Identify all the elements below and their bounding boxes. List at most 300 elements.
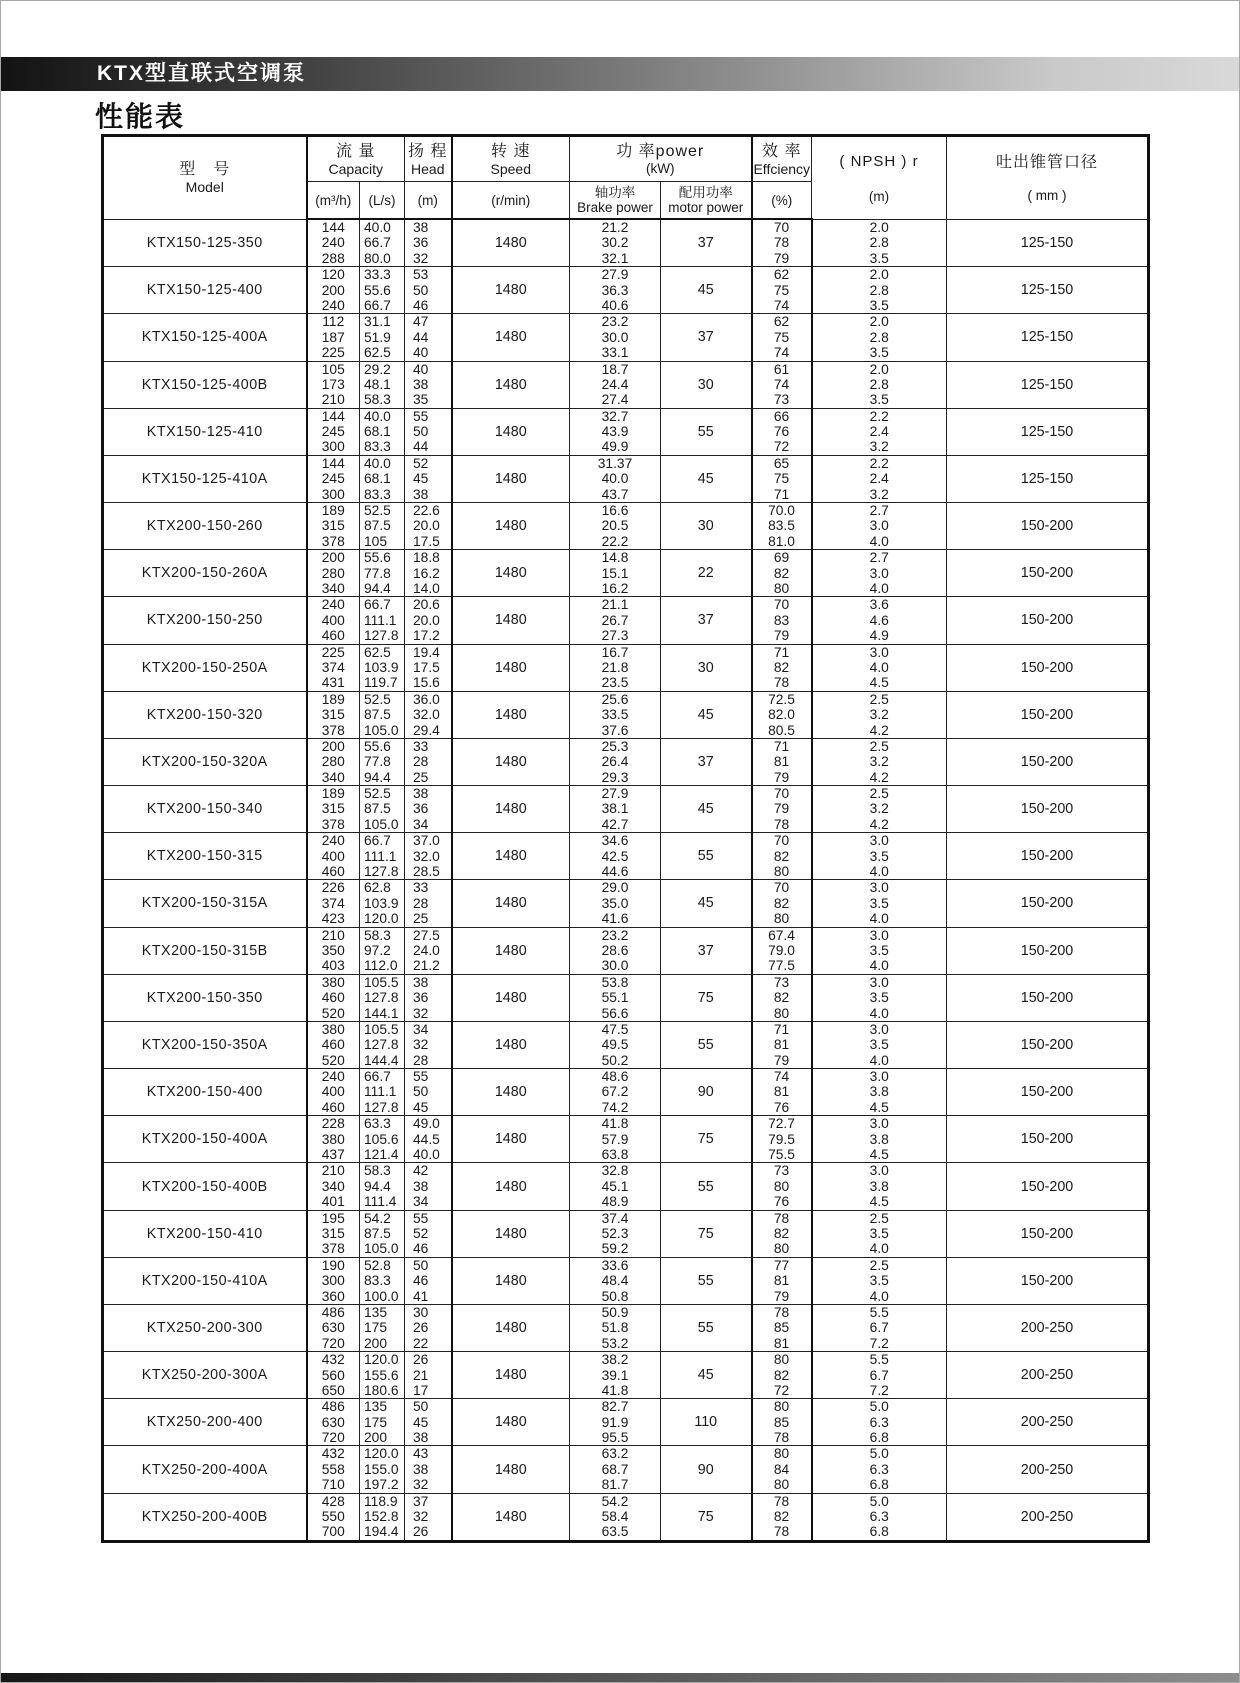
cell-capacity-ls: 62.8 103.9 120.0	[360, 880, 405, 927]
cell-head: 37 32 26	[405, 1493, 452, 1541]
cell-model: KTX200-150-320	[103, 691, 307, 738]
cell-speed: 1480	[452, 927, 570, 974]
cell-brake-power: 34.6 42.5 44.6	[570, 833, 661, 880]
table-row	[103, 503, 1149, 550]
cell-brake-power: 37.4 52.3 59.2	[570, 1210, 661, 1257]
cell-motor-power: 22	[661, 550, 752, 597]
header-efficiency: 效 率 Effciency	[752, 136, 812, 182]
table-row	[103, 1257, 1149, 1304]
cell-model: KTX200-150-410A	[103, 1257, 307, 1304]
cell-capacity-m3h: 144 240 288	[307, 219, 360, 267]
cell-brake-power: 50.9 51.8 53.2	[570, 1304, 661, 1351]
cell-capacity-m3h: 195 315 378	[307, 1210, 360, 1257]
cell-model: KTX250-200-400A	[103, 1446, 307, 1493]
cell-capacity-ls: 120.0 155.0 197.2	[360, 1446, 405, 1493]
cell-capacity-m3h: 380 460 520	[307, 1021, 360, 1068]
cell-brake-power: 16.6 20.5 22.2	[570, 503, 661, 550]
cell-npsh: 2.0 2.8 3.5	[812, 361, 947, 408]
cell-speed: 1480	[452, 1069, 570, 1116]
cell-efficiency: 78 82 80	[752, 1210, 812, 1257]
cell-brake-power: 82.7 91.9 95.5	[570, 1399, 661, 1446]
cell-outlet-diameter: 150-200	[947, 1163, 1149, 1210]
cell-model: KTX200-150-340	[103, 786, 307, 833]
cell-motor-power: 45	[661, 1352, 752, 1399]
cell-model: KTX200-150-410	[103, 1210, 307, 1257]
cell-speed: 1480	[452, 786, 570, 833]
cell-head: 30 26 22	[405, 1304, 452, 1351]
cell-brake-power: 23.2 28.6 30.0	[570, 927, 661, 974]
cell-efficiency: 70 82 80	[752, 833, 812, 880]
cell-speed: 1480	[452, 1352, 570, 1399]
cell-capacity-ls: 52.5 87.5 105.0	[360, 691, 405, 738]
cell-motor-power: 55	[661, 833, 752, 880]
cell-head: 42 38 34	[405, 1163, 452, 1210]
cell-model: KTX150-125-400	[103, 267, 307, 314]
cell-speed: 1480	[452, 455, 570, 502]
cell-head: 33 28 25	[405, 880, 452, 927]
cell-capacity-ls: 54.2 87.5 105.0	[360, 1210, 405, 1257]
cell-brake-power: 41.8 57.9 63.8	[570, 1116, 661, 1163]
cell-outlet-diameter: 150-200	[947, 1116, 1149, 1163]
cell-speed: 1480	[452, 691, 570, 738]
cell-capacity-m3h: 240 400 460	[307, 597, 360, 644]
cell-outlet-diameter: 125-150	[947, 314, 1149, 361]
cell-capacity-ls: 105.5 127.8 144.1	[360, 974, 405, 1021]
table-row	[103, 1446, 1149, 1493]
cell-head: 38 36 32	[405, 219, 452, 267]
cell-head: 55 50 45	[405, 1069, 452, 1116]
cell-motor-power: 90	[661, 1446, 752, 1493]
cell-speed: 1480	[452, 597, 570, 644]
cell-efficiency: 65 75 71	[752, 455, 812, 502]
cell-capacity-ls: 31.1 51.9 62.5	[360, 314, 405, 361]
cell-capacity-ls: 55.6 77.8 94.4	[360, 738, 405, 785]
cell-efficiency: 70 79 78	[752, 786, 812, 833]
table-row	[103, 738, 1149, 785]
cell-capacity-ls: 118.9 152.8 194.4	[360, 1493, 405, 1541]
cell-npsh: 3.0 3.5 4.0	[812, 1021, 947, 1068]
cell-speed: 1480	[452, 219, 570, 267]
cell-capacity-m3h: 189 315 378	[307, 503, 360, 550]
cell-motor-power: 30	[661, 644, 752, 691]
cell-motor-power: 30	[661, 503, 752, 550]
cell-head: 55 50 44	[405, 408, 452, 455]
cell-capacity-m3h: 200 280 340	[307, 550, 360, 597]
cell-brake-power: 63.2 68.7 81.7	[570, 1446, 661, 1493]
cell-efficiency: 80 84 80	[752, 1446, 812, 1493]
cell-npsh: 3.0 3.5 4.0	[812, 927, 947, 974]
header-brake-power: 轴功率 Brake power	[570, 182, 661, 220]
cell-model: KTX150-125-400A	[103, 314, 307, 361]
cell-brake-power: 54.2 58.4 63.5	[570, 1493, 661, 1541]
cell-head: 33 28 25	[405, 738, 452, 785]
cell-model: KTX200-150-315B	[103, 927, 307, 974]
cell-capacity-ls: 55.6 77.8 94.4	[360, 550, 405, 597]
header-head: 扬 程 Head	[405, 136, 452, 182]
header-speed: 转 速 Speed	[452, 136, 570, 182]
cell-motor-power: 45	[661, 455, 752, 502]
cell-npsh: 2.2 2.4 3.2	[812, 455, 947, 502]
cell-capacity-ls: 40.0 68.1 83.3	[360, 455, 405, 502]
cell-npsh: 2.7 3.0 4.0	[812, 503, 947, 550]
cell-speed: 1480	[452, 1210, 570, 1257]
cell-head: 50 46 41	[405, 1257, 452, 1304]
cell-speed: 1480	[452, 408, 570, 455]
performance-table-wrap	[101, 134, 1150, 1543]
cell-capacity-ls: 40.0 68.1 83.3	[360, 408, 405, 455]
cell-outlet-diameter: 150-200	[947, 1210, 1149, 1257]
cell-outlet-diameter: 200-250	[947, 1446, 1149, 1493]
header-unit-head: (m)	[405, 182, 452, 220]
cell-head: 27.5 24.0 21.2	[405, 927, 452, 974]
table-row	[103, 1352, 1149, 1399]
cell-npsh: 5.5 6.7 7.2	[812, 1304, 947, 1351]
cell-speed: 1480	[452, 1399, 570, 1446]
header-outlet: 吐出锥管口径 ( mm )	[947, 136, 1149, 220]
cell-model: KTX250-200-400B	[103, 1493, 307, 1541]
cell-capacity-ls: 52.5 87.5 105.0	[360, 786, 405, 833]
section-banner	[1, 57, 1239, 91]
cell-model: KTX200-150-400A	[103, 1116, 307, 1163]
cell-motor-power: 75	[661, 1493, 752, 1541]
cell-speed: 1480	[452, 1163, 570, 1210]
table-body	[103, 219, 1149, 1541]
cell-outlet-diameter: 150-200	[947, 691, 1149, 738]
cell-brake-power: 21.2 30.2 32.1	[570, 219, 661, 267]
cell-model: KTX200-150-350	[103, 974, 307, 1021]
cell-head: 38 36 34	[405, 786, 452, 833]
cell-npsh: 2.0 2.8 3.5	[812, 314, 947, 361]
cell-brake-power: 33.6 48.4 50.8	[570, 1257, 661, 1304]
table-row	[103, 597, 1149, 644]
cell-npsh: 2.2 2.4 3.2	[812, 408, 947, 455]
cell-brake-power: 27.9 38.1 42.7	[570, 786, 661, 833]
cell-head: 50 45 38	[405, 1399, 452, 1446]
cell-brake-power: 32.8 45.1 48.9	[570, 1163, 661, 1210]
cell-outlet-diameter: 150-200	[947, 644, 1149, 691]
cell-npsh: 3.0 3.8 4.5	[812, 1116, 947, 1163]
cell-model: KTX200-150-260	[103, 503, 307, 550]
cell-npsh: 2.5 3.2 4.2	[812, 691, 947, 738]
cell-capacity-m3h: 226 374 423	[307, 880, 360, 927]
cell-model: KTX200-150-400B	[103, 1163, 307, 1210]
cell-head: 38 36 32	[405, 974, 452, 1021]
cell-motor-power: 37	[661, 597, 752, 644]
cell-head: 26 21 17	[405, 1352, 452, 1399]
table-row	[103, 1399, 1149, 1446]
cell-capacity-m3h: 380 460 520	[307, 974, 360, 1021]
cell-brake-power: 47.5 49.5 50.2	[570, 1021, 661, 1068]
cell-model: KTX250-200-300	[103, 1304, 307, 1351]
cell-head: 36.0 32.0 29.4	[405, 691, 452, 738]
cell-brake-power: 18.7 24.4 27.4	[570, 361, 661, 408]
cell-model: KTX200-150-400	[103, 1069, 307, 1116]
header-capacity: 流 量 Capacity	[307, 136, 405, 182]
header-npsh: ( NPSH ) r (m)	[812, 136, 947, 220]
cell-capacity-ls: 40.0 66.7 80.0	[360, 219, 405, 267]
table-row	[103, 1069, 1149, 1116]
cell-outlet-diameter: 150-200	[947, 550, 1149, 597]
cell-outlet-diameter: 150-200	[947, 1021, 1149, 1068]
cell-brake-power: 29.0 35.0 41.6	[570, 880, 661, 927]
cell-capacity-m3h: 432 560 650	[307, 1352, 360, 1399]
cell-capacity-m3h: 486 630 720	[307, 1399, 360, 1446]
cell-outlet-diameter: 125-150	[947, 267, 1149, 314]
cell-motor-power: 37	[661, 314, 752, 361]
cell-outlet-diameter: 150-200	[947, 597, 1149, 644]
cell-motor-power: 55	[661, 408, 752, 455]
cell-motor-power: 37	[661, 738, 752, 785]
cell-npsh: 2.5 3.2 4.2	[812, 786, 947, 833]
cell-efficiency: 71 81 79	[752, 738, 812, 785]
cell-capacity-m3h: 225 374 431	[307, 644, 360, 691]
cell-capacity-ls: 66.7 111.1 127.8	[360, 1069, 405, 1116]
cell-efficiency: 61 74 73	[752, 361, 812, 408]
cell-speed: 1480	[452, 1446, 570, 1493]
cell-speed: 1480	[452, 738, 570, 785]
cell-capacity-ls: 58.3 97.2 112.0	[360, 927, 405, 974]
table-row	[103, 1021, 1149, 1068]
cell-capacity-ls: 120.0 155.6 180.6	[360, 1352, 405, 1399]
cell-speed: 1480	[452, 1493, 570, 1541]
cell-capacity-ls: 52.8 83.3 100.0	[360, 1257, 405, 1304]
cell-efficiency: 70 78 79	[752, 219, 812, 267]
table-row	[103, 644, 1149, 691]
cell-npsh: 5.0 6.3 6.8	[812, 1446, 947, 1493]
cell-efficiency: 74 81 76	[752, 1069, 812, 1116]
cell-capacity-m3h: 486 630 720	[307, 1304, 360, 1351]
table-row	[103, 1163, 1149, 1210]
cell-head: 49.0 44.5 40.0	[405, 1116, 452, 1163]
cell-motor-power: 110	[661, 1399, 752, 1446]
cell-motor-power: 75	[661, 974, 752, 1021]
cell-efficiency: 70.0 83.5 81.0	[752, 503, 812, 550]
cell-model: KTX200-150-250	[103, 597, 307, 644]
cell-efficiency: 62 75 74	[752, 314, 812, 361]
cell-outlet-diameter: 150-200	[947, 503, 1149, 550]
table-row	[103, 550, 1149, 597]
cell-efficiency: 66 76 72	[752, 408, 812, 455]
cell-speed: 1480	[452, 267, 570, 314]
cell-npsh: 5.5 6.7 7.2	[812, 1352, 947, 1399]
cell-npsh: 2.0 2.8 3.5	[812, 219, 947, 267]
cell-npsh: 5.0 6.3 6.8	[812, 1399, 947, 1446]
cell-head: 20.6 20.0 17.2	[405, 597, 452, 644]
cell-capacity-m3h: 432 558 710	[307, 1446, 360, 1493]
cell-capacity-m3h: 210 350 403	[307, 927, 360, 974]
cell-capacity-ls: 52.5 87.5 105	[360, 503, 405, 550]
cell-capacity-ls: 62.5 103.9 119.7	[360, 644, 405, 691]
cell-efficiency: 70 83 79	[752, 597, 812, 644]
cell-model: KTX150-125-400B	[103, 361, 307, 408]
cell-speed: 1480	[452, 1304, 570, 1351]
cell-outlet-diameter: 150-200	[947, 738, 1149, 785]
cell-speed: 1480	[452, 314, 570, 361]
cell-outlet-diameter: 150-200	[947, 974, 1149, 1021]
header-motor-power: 配用功率 motor power	[661, 182, 752, 220]
cell-efficiency: 77 81 79	[752, 1257, 812, 1304]
cell-motor-power: 55	[661, 1304, 752, 1351]
cell-capacity-m3h: 190 300 360	[307, 1257, 360, 1304]
table-row	[103, 314, 1149, 361]
header-unit-ls: (L/s)	[360, 182, 405, 220]
cell-capacity-ls: 135 175 200	[360, 1399, 405, 1446]
cell-capacity-m3h: 112 187 225	[307, 314, 360, 361]
cell-capacity-m3h: 144 245 300	[307, 455, 360, 502]
cell-outlet-diameter: 150-200	[947, 880, 1149, 927]
table-row	[103, 361, 1149, 408]
cell-outlet-diameter: 150-200	[947, 1069, 1149, 1116]
cell-model: KTX150-125-350	[103, 219, 307, 267]
cell-brake-power: 48.6 67.2 74.2	[570, 1069, 661, 1116]
cell-npsh: 3.0 3.8 4.5	[812, 1163, 947, 1210]
cell-outlet-diameter: 150-200	[947, 833, 1149, 880]
cell-efficiency: 67.4 79.0 77.5	[752, 927, 812, 974]
cell-model: KTX200-150-250A	[103, 644, 307, 691]
cell-head: 47 44 40	[405, 314, 452, 361]
cell-npsh: 2.7 3.0 4.0	[812, 550, 947, 597]
cell-speed: 1480	[452, 880, 570, 927]
cell-npsh: 3.0 3.5 4.0	[812, 880, 947, 927]
table-row	[103, 1210, 1149, 1257]
cell-npsh: 3.0 3.5 4.0	[812, 974, 947, 1021]
table-header	[103, 136, 1149, 220]
cell-capacity-m3h: 200 280 340	[307, 738, 360, 785]
cell-outlet-diameter: 125-150	[947, 408, 1149, 455]
cell-head: 53 50 46	[405, 267, 452, 314]
cell-motor-power: 45	[661, 691, 752, 738]
cell-efficiency: 71 82 78	[752, 644, 812, 691]
cell-outlet-diameter: 150-200	[947, 1257, 1149, 1304]
cell-npsh: 5.0 6.3 6.8	[812, 1493, 947, 1541]
cell-motor-power: 75	[661, 1210, 752, 1257]
cell-capacity-m3h: 210 340 401	[307, 1163, 360, 1210]
table-row	[103, 833, 1149, 880]
table-row	[103, 927, 1149, 974]
cell-efficiency: 62 75 74	[752, 267, 812, 314]
cell-speed: 1480	[452, 644, 570, 691]
cell-capacity-ls: 63.3 105.6 121.4	[360, 1116, 405, 1163]
bottom-bar	[1, 1673, 1239, 1682]
cell-capacity-m3h: 189 315 378	[307, 786, 360, 833]
cell-model: KTX200-150-320A	[103, 738, 307, 785]
cell-outlet-diameter: 200-250	[947, 1493, 1149, 1541]
cell-npsh: 3.0 3.8 4.5	[812, 1069, 947, 1116]
cell-model: KTX200-150-315A	[103, 880, 307, 927]
cell-efficiency: 71 81 79	[752, 1021, 812, 1068]
cell-motor-power: 45	[661, 786, 752, 833]
cell-outlet-diameter: 150-200	[947, 786, 1149, 833]
cell-efficiency: 72.7 79.5 75.5	[752, 1116, 812, 1163]
cell-head: 52 45 38	[405, 455, 452, 502]
cell-motor-power: 45	[661, 880, 752, 927]
cell-head: 34 32 28	[405, 1021, 452, 1068]
header-unit-speed: (r/min)	[452, 182, 570, 220]
cell-capacity-ls: 33.3 55.6 66.7	[360, 267, 405, 314]
cell-model: KTX200-150-350A	[103, 1021, 307, 1068]
cell-model: KTX250-200-300A	[103, 1352, 307, 1399]
cell-brake-power: 38.2 39.1 41.8	[570, 1352, 661, 1399]
cell-speed: 1480	[452, 974, 570, 1021]
cell-capacity-ls: 58.3 94.4 111.4	[360, 1163, 405, 1210]
cell-motor-power: 45	[661, 267, 752, 314]
cell-capacity-ls: 66.7 111.1 127.8	[360, 597, 405, 644]
cell-motor-power: 55	[661, 1257, 752, 1304]
table-row	[103, 880, 1149, 927]
cell-speed: 1480	[452, 833, 570, 880]
cell-brake-power: 21.1 26.7 27.3	[570, 597, 661, 644]
cell-model: KTX150-125-410A	[103, 455, 307, 502]
cell-motor-power: 75	[661, 1116, 752, 1163]
cell-capacity-m3h: 105 173 210	[307, 361, 360, 408]
cell-head: 19.4 17.5 15.6	[405, 644, 452, 691]
cell-speed: 1480	[452, 1116, 570, 1163]
performance-table	[101, 134, 1150, 1543]
cell-capacity-m3h: 120 200 240	[307, 267, 360, 314]
cell-brake-power: 27.9 36.3 40.6	[570, 267, 661, 314]
cell-efficiency: 73 82 80	[752, 974, 812, 1021]
cell-outlet-diameter: 200-250	[947, 1399, 1149, 1446]
table-row	[103, 1304, 1149, 1351]
cell-outlet-diameter: 125-150	[947, 361, 1149, 408]
cell-capacity-ls: 135 175 200	[360, 1304, 405, 1351]
cell-capacity-m3h: 240 400 460	[307, 1069, 360, 1116]
cell-outlet-diameter: 200-250	[947, 1304, 1149, 1351]
cell-brake-power: 14.8 15.1 16.2	[570, 550, 661, 597]
table-row	[103, 1493, 1149, 1541]
cell-efficiency: 70 82 80	[752, 880, 812, 927]
cell-npsh: 2.5 3.5 4.0	[812, 1257, 947, 1304]
table-row	[103, 267, 1149, 314]
cell-outlet-diameter: 125-150	[947, 455, 1149, 502]
header-model: 型 号 Model	[103, 136, 307, 220]
table-row	[103, 408, 1149, 455]
cell-model: KTX200-150-315	[103, 833, 307, 880]
cell-motor-power: 90	[661, 1069, 752, 1116]
cell-efficiency: 78 85 81	[752, 1304, 812, 1351]
table-row	[103, 1116, 1149, 1163]
cell-capacity-ls: 29.2 48.1 58.3	[360, 361, 405, 408]
header-power: 功 率power (kW)	[570, 136, 752, 182]
cell-npsh: 3.0 3.5 4.0	[812, 833, 947, 880]
cell-speed: 1480	[452, 361, 570, 408]
header-unit-m3h: (m³/h)	[307, 182, 360, 220]
cell-capacity-m3h: 144 245 300	[307, 408, 360, 455]
cell-npsh: 2.5 3.5 4.0	[812, 1210, 947, 1257]
table-row	[103, 691, 1149, 738]
cell-outlet-diameter: 125-150	[947, 219, 1149, 267]
cell-motor-power: 37	[661, 219, 752, 267]
cell-model: KTX250-200-400	[103, 1399, 307, 1446]
cell-capacity-m3h: 428 550 700	[307, 1493, 360, 1541]
cell-brake-power: 25.3 26.4 29.3	[570, 738, 661, 785]
cell-efficiency: 72.5 82.0 80.5	[752, 691, 812, 738]
cell-model: KTX200-150-260A	[103, 550, 307, 597]
cell-brake-power: 31.37 40.0 43.7	[570, 455, 661, 502]
cell-npsh: 2.5 3.2 4.2	[812, 738, 947, 785]
cell-brake-power: 25.6 33.5 37.6	[570, 691, 661, 738]
cell-speed: 1480	[452, 1021, 570, 1068]
cell-capacity-m3h: 228 380 437	[307, 1116, 360, 1163]
table-row	[103, 455, 1149, 502]
cell-capacity-m3h: 240 400 460	[307, 833, 360, 880]
cell-head: 40 38 35	[405, 361, 452, 408]
cell-speed: 1480	[452, 503, 570, 550]
cell-motor-power: 55	[661, 1021, 752, 1068]
cell-npsh: 3.0 4.0 4.5	[812, 644, 947, 691]
banner-title: KTX型直联式空调泵	[97, 62, 306, 85]
cell-head: 37.0 32.0 28.5	[405, 833, 452, 880]
